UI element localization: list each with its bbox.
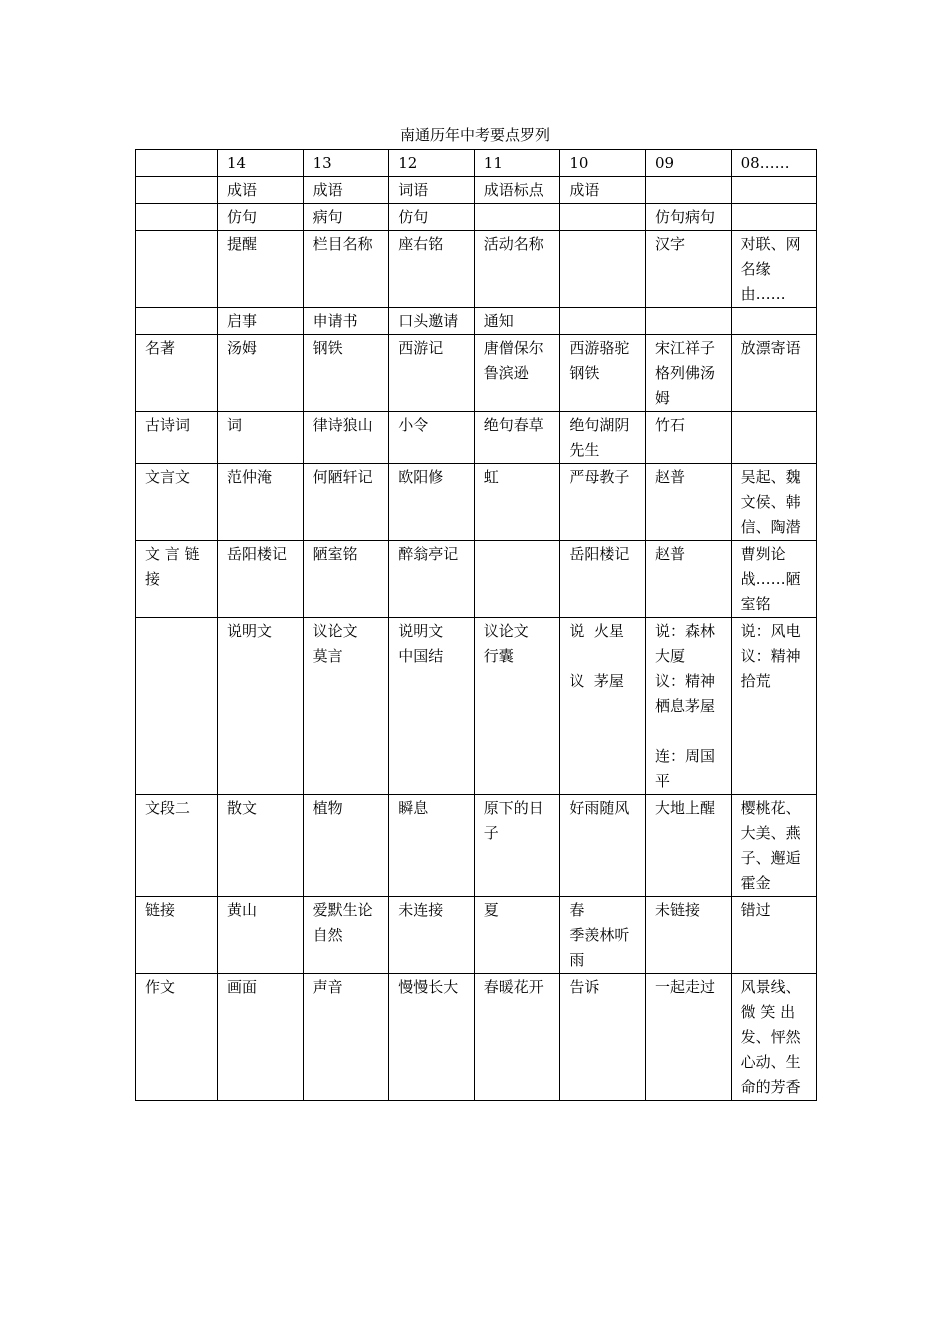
table-cell: 未连接 [389, 897, 475, 974]
year-header-cell: 08…… [731, 150, 817, 177]
row-label-cell [136, 618, 218, 795]
table-cell: 小令 [389, 412, 475, 464]
table-cell: 议论文 行囊 [474, 618, 560, 795]
table-row [136, 464, 817, 541]
table-cell: 议论文 莫言 [303, 618, 389, 795]
table-cell: 赵普 [645, 464, 731, 541]
table-row [136, 618, 817, 795]
table-cell: 绝句春草 [474, 412, 560, 464]
table-cell: 画面 [218, 974, 304, 1101]
table-cell: 醉翁亭记 [389, 541, 475, 618]
table-cell: 曹刿论战……陋室铭 [731, 541, 817, 618]
table-cell: 栏目名称 [303, 231, 389, 308]
table-row [136, 541, 817, 618]
table-cell: 一起走过 [645, 974, 731, 1101]
table-cell: 成语 [218, 177, 304, 204]
table-cell: 启事 [218, 308, 304, 335]
table-cell: 风景线、微 笑 出发、怦然心动、生命的芳香 [731, 974, 817, 1101]
table-cell: 未链接 [645, 897, 731, 974]
table-cell: 春暖花开 [474, 974, 560, 1101]
exam-points-table [135, 149, 817, 1101]
row-label-cell [136, 177, 218, 204]
row-label-cell: 文 言 链 接 [136, 541, 218, 618]
table-row [136, 204, 817, 231]
table-row [136, 177, 817, 204]
table-cell [731, 412, 817, 464]
table-cell: 通知 [474, 308, 560, 335]
table-cell [645, 177, 731, 204]
table-cell: 病句 [303, 204, 389, 231]
table-cell: 宋江祥子格列佛汤姆 [645, 335, 731, 412]
row-label-cell [136, 308, 218, 335]
table-cell: 词语 [389, 177, 475, 204]
row-label-cell [136, 150, 218, 177]
table-row [136, 231, 817, 308]
table-cell: 爱默生论自然 [303, 897, 389, 974]
table-cell: 岳阳楼记 [560, 541, 646, 618]
table-cell: 钢铁 [303, 335, 389, 412]
table-cell [474, 541, 560, 618]
table-cell: 成语标点 [474, 177, 560, 204]
table-cell: 西游骆驼钢铁 [560, 335, 646, 412]
year-header-cell: 11 [474, 150, 560, 177]
document-title: 南通历年中考要点罗列 [399, 126, 550, 144]
table-cell: 吴起、魏文侯、韩信、陶潜 [731, 464, 817, 541]
table-cell: 放漂寄语 [731, 335, 817, 412]
table-cell: 慢慢长大 [389, 974, 475, 1101]
table-cell: 说：森林大厦 议：精神栖息茅屋 连：周国平 [645, 618, 731, 795]
table-cell: 陋室铭 [303, 541, 389, 618]
table-row [136, 795, 817, 897]
table-cell [731, 177, 817, 204]
table-cell: 大地上醒 [645, 795, 731, 897]
table-cell: 告诉 [560, 974, 646, 1101]
table-cell: 唐僧保尔鲁滨逊 [474, 335, 560, 412]
table-cell [731, 204, 817, 231]
table-row [136, 974, 817, 1101]
table-cell: 口头邀请 [389, 308, 475, 335]
table-cell: 汉字 [645, 231, 731, 308]
table-cell: 黄山 [218, 897, 304, 974]
table-cell: 说：风电 议：精神拾荒 [731, 618, 817, 795]
table-cell: 词 [218, 412, 304, 464]
table-header-row [136, 150, 817, 177]
table-row [136, 897, 817, 974]
table-cell: 错过 [731, 897, 817, 974]
table-cell: 严母教子 [560, 464, 646, 541]
row-label-cell: 作文 [136, 974, 218, 1101]
year-header-cell: 12 [389, 150, 475, 177]
table-cell: 散文 [218, 795, 304, 897]
year-header-cell: 13 [303, 150, 389, 177]
table-cell: 竹石 [645, 412, 731, 464]
table-cell: 范仲淹 [218, 464, 304, 541]
table-cell: 说明文 [218, 618, 304, 795]
table-cell: 赵普 [645, 541, 731, 618]
table-row [136, 308, 817, 335]
row-label-cell: 链接 [136, 897, 218, 974]
table-cell: 成语 [560, 177, 646, 204]
row-label-cell: 名著 [136, 335, 218, 412]
year-header-cell: 14 [218, 150, 304, 177]
table-cell [474, 204, 560, 231]
row-label-cell: 文言文 [136, 464, 218, 541]
table-cell: 座右铭 [389, 231, 475, 308]
table-cell: 瞬息 [389, 795, 475, 897]
table-cell: 说明文 中国结 [389, 618, 475, 795]
table-cell: 活动名称 [474, 231, 560, 308]
table-cell: 岳阳楼记 [218, 541, 304, 618]
year-header-cell: 09 [645, 150, 731, 177]
table-cell: 植物 [303, 795, 389, 897]
table-cell [645, 308, 731, 335]
table-cell: 仿句 [218, 204, 304, 231]
table-cell: 夏 [474, 897, 560, 974]
table-row [136, 412, 817, 464]
table-cell: 律诗狼山 [303, 412, 389, 464]
table-cell: 成语 [303, 177, 389, 204]
table-cell: 虹 [474, 464, 560, 541]
row-label-cell: 文段二 [136, 795, 218, 897]
table-cell: 西游记 [389, 335, 475, 412]
table-cell: 好雨随风 [560, 795, 646, 897]
table-cell [560, 204, 646, 231]
table-cell: 仿句病句 [645, 204, 731, 231]
table-cell [560, 308, 646, 335]
table-cell [731, 308, 817, 335]
table-cell: 欧阳修 [389, 464, 475, 541]
row-label-cell [136, 231, 218, 308]
year-header-cell: 10 [560, 150, 646, 177]
table-cell: 提醒 [218, 231, 304, 308]
table-cell: 仿句 [389, 204, 475, 231]
table-cell: 声音 [303, 974, 389, 1101]
table-cell: 春 季羡林听雨 [560, 897, 646, 974]
table-cell: 申请书 [303, 308, 389, 335]
table-cell: 原下的日子 [474, 795, 560, 897]
table-cell: 樱桃花、大美、燕子、邂逅霍金 [731, 795, 817, 897]
table-cell [560, 231, 646, 308]
table-cell: 汤姆 [218, 335, 304, 412]
table-cell: 对联、网名缘由…… [731, 231, 817, 308]
table-body [136, 150, 817, 1101]
row-label-cell: 古诗词 [136, 412, 218, 464]
row-label-cell [136, 204, 218, 231]
table-row [136, 335, 817, 412]
table-cell: 绝句湖阴先生 [560, 412, 646, 464]
table-cell: 说 火星 议 茅屋 [560, 618, 646, 795]
table-cell: 何陋轩记 [303, 464, 389, 541]
